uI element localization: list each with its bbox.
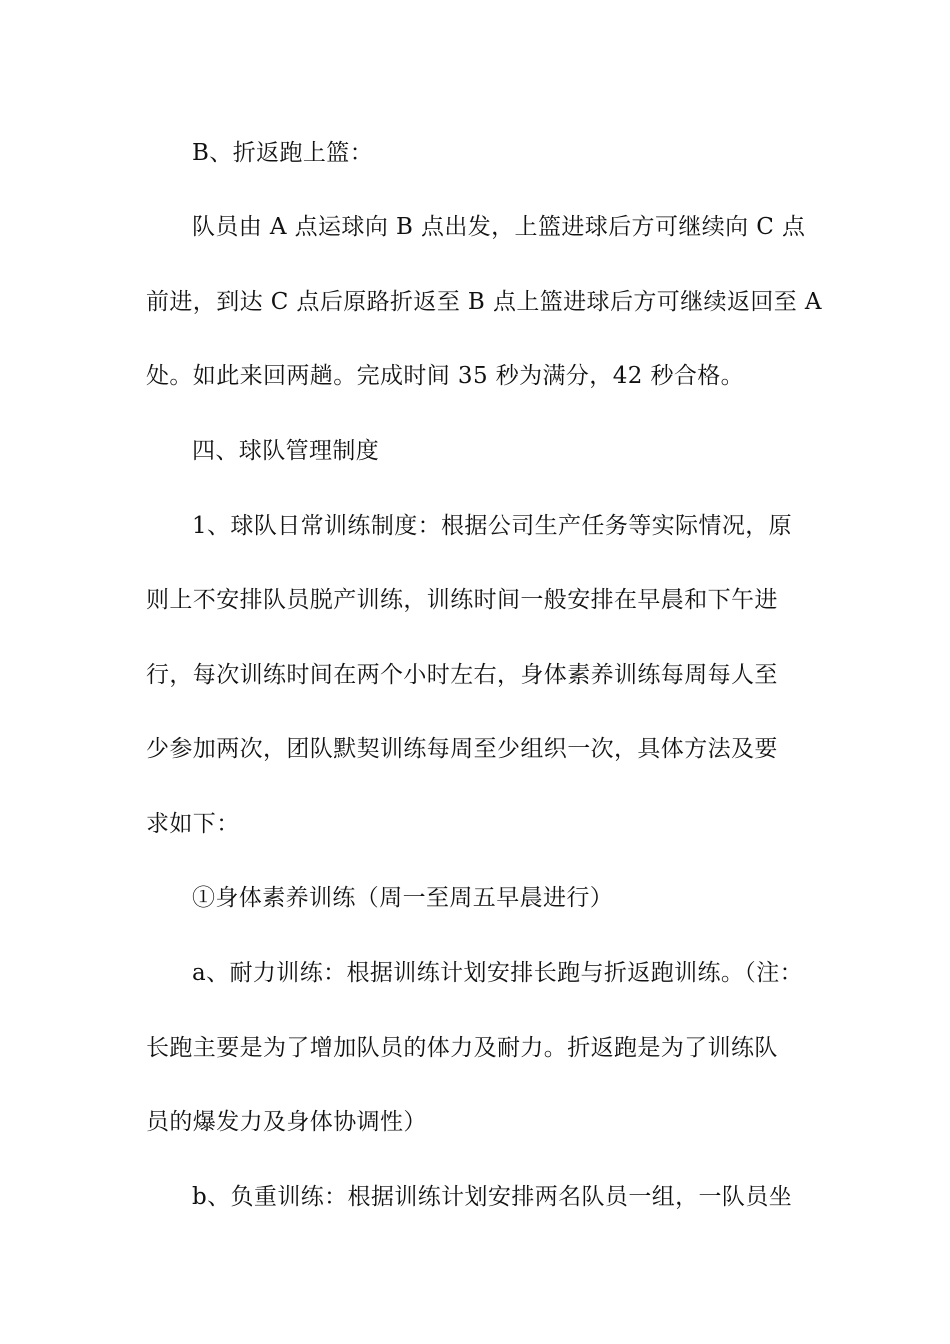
paragraph-line: 求如下： [146,811,240,837]
paragraph-line: 员的爆发力及身体协调性） [146,1109,427,1135]
paragraph-line: a、耐力训练：根据训练计划安排长跑与折返跑训练。（注： [192,960,804,986]
paragraph-line: 1、球队日常训练制度：根据公司生产任务等实际情况，原 [192,513,793,539]
paragraph-line: 长跑主要是为了增加队员的体力及耐力。折返跑是为了训练队 [146,1035,778,1061]
paragraph-line: 前进，到达 C 点后原路折返至 B 点上篮进球后方可继续返回至 A [146,289,822,315]
paragraph-line: 行，每次训练时间在两个小时左右，身体素养训练每周每人至 [146,662,778,688]
paragraph-line: 处。如此来回两趟。完成时间 35 秒为满分，42 秒合格。 [146,363,745,389]
paragraph-line: 少参加两次，团队默契训练每周至少组织一次，具体方法及要 [146,736,778,762]
paragraph-line: 则上不安排队员脱产训练，训练时间一般安排在早晨和下午进 [146,587,778,613]
paragraph-line: b、负重训练：根据训练计划安排两名队员一组，一队员坐 [192,1184,793,1210]
subsection-heading: ①身体素养训练（周一至周五早晨进行） [192,885,614,911]
section-heading-4: 四、球队管理制度 [192,438,380,464]
section-heading-b: B、折返跑上篮： [192,140,374,166]
paragraph-line: 队员由 A 点运球向 B 点出发，上篮进球后方可继续向 C 点 [192,214,806,240]
